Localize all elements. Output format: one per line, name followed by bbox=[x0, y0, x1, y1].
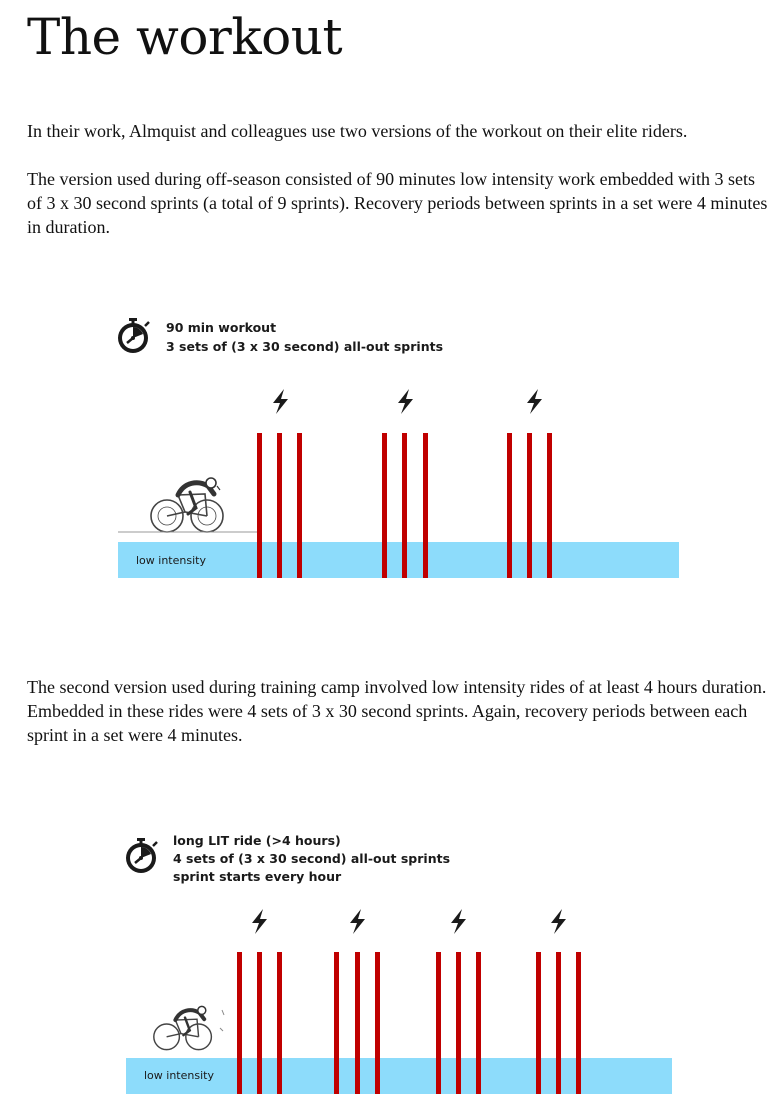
lightning-bolt-icon bbox=[350, 909, 365, 934]
lightning-bolt-icon bbox=[273, 389, 288, 414]
sprint-bar bbox=[355, 952, 360, 1094]
sprint-bar bbox=[237, 952, 242, 1094]
sprint-bar bbox=[556, 952, 561, 1094]
sprint-bar bbox=[547, 433, 552, 578]
sprint-bar bbox=[576, 952, 581, 1094]
sprint-bar bbox=[436, 952, 441, 1094]
figure-caption-line: sprint starts every hour bbox=[173, 869, 342, 884]
offseason-workout-figure bbox=[0, 300, 777, 590]
lightning-bolt-icon bbox=[398, 389, 413, 414]
sprint-bar bbox=[536, 952, 541, 1094]
sprint-bar bbox=[277, 952, 282, 1094]
lightning-bolt-icon bbox=[451, 909, 466, 934]
band-label: low intensity bbox=[136, 554, 206, 567]
figure-caption-line: 90 min workout bbox=[166, 320, 277, 335]
sprint-bar bbox=[334, 952, 339, 1094]
lightning-bolt-icon bbox=[252, 909, 267, 934]
sprint-bar bbox=[527, 433, 532, 578]
stopwatch-icon bbox=[126, 838, 157, 873]
sprint-bar bbox=[277, 433, 282, 578]
intro-paragraph: In their work, Almquist and colleagues use two versions of the workout on their elite riders. bbox=[27, 121, 688, 141]
sprint-bar bbox=[257, 433, 262, 578]
cyclist-icon bbox=[154, 1006, 212, 1049]
figure-caption-line: 4 sets of (3 x 30 second) all-out sprints bbox=[173, 851, 451, 866]
figure-caption-line: 3 sets of (3 x 30 second) all-out sprints bbox=[166, 339, 444, 354]
sprint-bar bbox=[476, 952, 481, 1094]
page-title: The workout bbox=[27, 8, 343, 66]
figure-caption-line: long LIT ride (>4 hours) bbox=[173, 833, 341, 848]
sprint-bar bbox=[456, 952, 461, 1094]
motion-marks bbox=[220, 1010, 224, 1031]
sprint-bar bbox=[423, 433, 428, 578]
lightning-bolt-icon bbox=[551, 909, 566, 934]
lightning-bolt-icon bbox=[527, 389, 542, 414]
sprint-bar bbox=[297, 433, 302, 578]
cyclist-icon bbox=[151, 478, 223, 532]
sprint-bar bbox=[257, 952, 262, 1094]
stopwatch-icon bbox=[118, 318, 149, 353]
sprint-bar bbox=[375, 952, 380, 1094]
training-camp-workout-figure bbox=[0, 820, 777, 1114]
sprint-bar bbox=[382, 433, 387, 578]
sprint-bar bbox=[402, 433, 407, 578]
offseason-paragraph: The version used during off-season consisted of 90 minutes low intensity work embedded with 3 sets of 3 x 30 second sprints (a total of 9 sprints). Recovery periods between sprints in a set were 4 minutes in duration. bbox=[27, 169, 768, 237]
band-label: low intensity bbox=[144, 1069, 214, 1082]
camp-paragraph: The second version used during training camp involved low intensity rides of at least 4 hours duration. Embedded in these rides were 4 sets of 3 x 30 second sprints. Again, recovery periods between each sprint in a set were 4 minutes. bbox=[27, 677, 767, 745]
sprint-bar bbox=[507, 433, 512, 578]
